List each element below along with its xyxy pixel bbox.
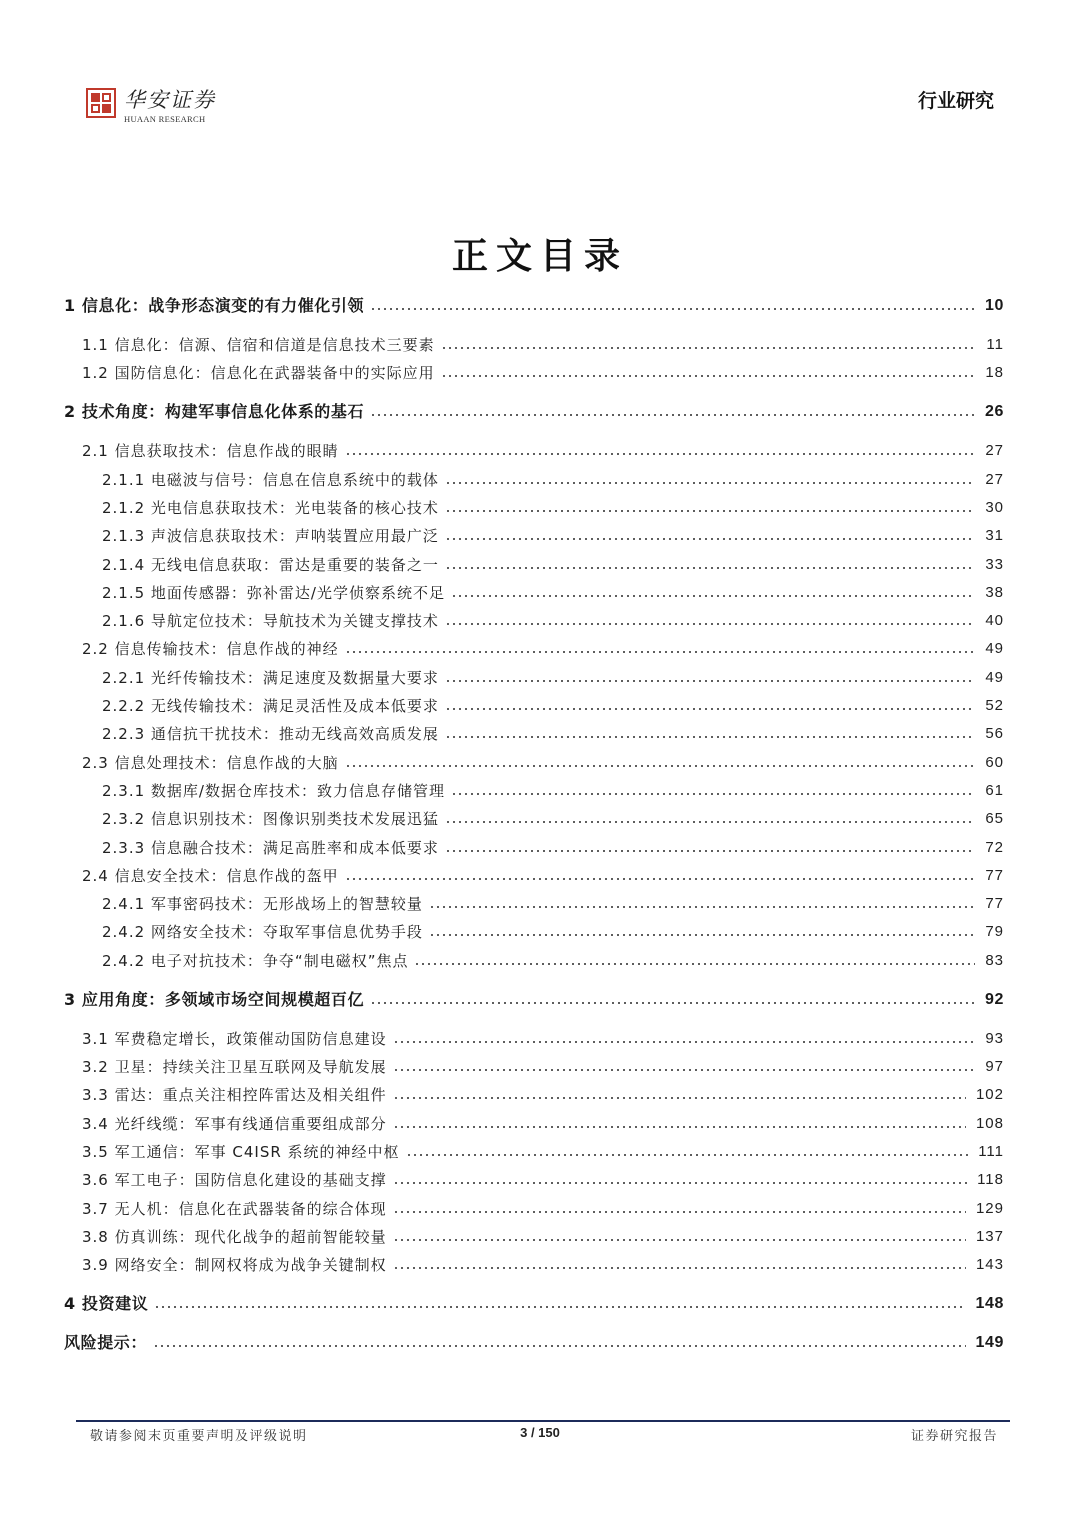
- toc-entry-title: 2.1.5 地面传感器：弥补雷达/光学侦察系统不足: [102, 583, 445, 602]
- toc-entry[interactable]: [64, 1052, 1004, 1082]
- toc-entry-page: 11: [986, 336, 1004, 353]
- toc-entry-title: 2.3 信息处理技术：信息作战的大脑: [82, 753, 339, 772]
- toc-entry-page: 108: [975, 1114, 1004, 1132]
- toc-entry-title: 2.2 信息传输技术：信息作战的神经: [82, 640, 339, 659]
- toc-entry[interactable]: [64, 493, 1004, 523]
- toc-entry-page: 49: [985, 640, 1004, 658]
- brand-name: [124, 88, 216, 124]
- toc-entry-page: 49: [985, 668, 1004, 686]
- toc-dot-leader: [154, 1306, 965, 1308]
- toc-entry-title: 2.1 信息获取技术：信息作战的眼睛: [82, 442, 339, 461]
- toc-entry-title: 2.2.3 通信抗干扰技术：推动无线高效高质发展: [102, 725, 439, 744]
- toc-dot-leader: [445, 538, 975, 540]
- toc-entry-title: 2.3.3 信息融合技术：满足高胜率和成本低要求: [102, 838, 439, 857]
- toc-entry-page: 92: [985, 990, 1004, 1008]
- toc-entry-title: 3.5 军工通信：军事 C4ISR 系统的神经中枢: [82, 1142, 400, 1161]
- toc-entry-page: 111: [978, 1142, 1004, 1160]
- toc-dot-leader: [441, 347, 977, 349]
- toc-dot-leader: [445, 680, 975, 682]
- toc-dot-leader: [451, 793, 975, 795]
- toc-entry-page: 129: [975, 1199, 1004, 1217]
- toc-entry[interactable]: [64, 1109, 1004, 1139]
- toc-entry-title: 2.4.2 电子对抗技术：争夺“制电磁权”焦点: [102, 951, 409, 970]
- toc-dot-leader: [345, 453, 976, 455]
- toc-dot-leader: [393, 1211, 966, 1213]
- brand-name-en: HUAAN RESEARCH: [124, 114, 206, 124]
- toc-entry[interactable]: [64, 550, 1004, 580]
- toc-entry-page: 65: [985, 810, 1004, 828]
- toc-dot-leader: [451, 595, 975, 597]
- toc-entry-page: 77: [985, 895, 1004, 913]
- toc-entry-page: 61: [985, 781, 1004, 799]
- toc-entry-title: 3.3 雷达：重点关注相控阵雷达及相关组件: [82, 1086, 387, 1105]
- toc-entry[interactable]: [64, 1165, 1004, 1195]
- logo-seal-icon: [86, 88, 116, 118]
- toc-dot-leader: [445, 567, 975, 569]
- toc-entry[interactable]: [64, 1250, 1004, 1280]
- brand-name-cn: 华安证券: [124, 88, 216, 112]
- toc-entry-title: 2.1.3 声波信息获取技术：声呐装置应用最广泛: [102, 527, 439, 546]
- toc-entry-page: 137: [975, 1227, 1004, 1245]
- toc-entry-title: 2.1.2 光电信息获取技术：光电装备的核心技术: [102, 498, 439, 517]
- toc-entry-page: 102: [975, 1086, 1004, 1104]
- toc-entry[interactable]: [64, 985, 1004, 1015]
- toc-entry-page: 26: [985, 403, 1004, 421]
- toc-entry[interactable]: [64, 861, 1004, 891]
- toc-entry-title: 风险提示：: [64, 1333, 148, 1353]
- page-title: 正文目录: [451, 235, 628, 277]
- toc-dot-leader: [393, 1069, 976, 1071]
- toc-dot-leader: [370, 308, 975, 310]
- toc-entry[interactable]: [64, 1194, 1004, 1224]
- toc-entry-page: 38: [985, 583, 1004, 601]
- toc-entry-page: 118: [977, 1171, 1004, 1189]
- toc-dot-leader: [345, 878, 976, 880]
- toc-entry-title: 3.7 无人机：信息化在武器装备的综合体现: [82, 1199, 387, 1218]
- toc-entry-title: 2.4 信息安全技术：信息作战的盔甲: [82, 866, 339, 885]
- toc-dot-leader: [406, 1154, 969, 1156]
- toc-entry[interactable]: [64, 578, 1004, 608]
- toc-entry-page: 18: [985, 364, 1004, 382]
- toc-dot-leader: [393, 1041, 976, 1043]
- toc-entry[interactable]: [64, 634, 1004, 664]
- toc-dot-leader: [393, 1126, 966, 1128]
- toc-dot-leader: [393, 1239, 966, 1241]
- toc-entry-title: 3.2 卫星：持续关注卫星互联网及导航发展: [82, 1058, 387, 1076]
- toc-entry-page: 10: [985, 297, 1004, 314]
- toc-dot-leader: [441, 375, 976, 377]
- toc-entry[interactable]: [64, 436, 1004, 466]
- toc-entry-page: 60: [985, 753, 1004, 771]
- toc-entry-title: 2.4.1 军事密码技术：无形战场上的智慧较量: [102, 895, 423, 914]
- toc-dot-leader: [445, 623, 975, 625]
- toc-entry-page: 149: [975, 1334, 1004, 1352]
- toc-dot-leader: [445, 708, 975, 710]
- toc-entry-title: 3.8 仿真训练：现代化战争的超前智能较量: [82, 1227, 387, 1246]
- toc-dot-leader: [345, 651, 976, 653]
- toc-entry-page: 83: [985, 951, 1004, 969]
- toc-entry[interactable]: [64, 397, 1004, 427]
- toc-entry[interactable]: [64, 917, 1004, 947]
- toc-entry-page: 72: [985, 838, 1004, 856]
- toc-entry[interactable]: [64, 606, 1004, 636]
- report-category: 行业研究: [917, 90, 994, 112]
- toc-entry[interactable]: [64, 1289, 1004, 1319]
- toc-entry[interactable]: [64, 358, 1004, 388]
- toc-entry-page: 77: [985, 866, 1004, 884]
- toc-entry-title: 2.1.6 导航定位技术：导航技术为关键支撑技术: [102, 612, 439, 631]
- toc-dot-leader: [414, 963, 975, 965]
- toc-entry-title: 3 应用角度：多领域市场空间规模超百亿: [64, 989, 365, 1009]
- toc-entry[interactable]: [64, 465, 1004, 495]
- toc-entry[interactable]: [64, 946, 1004, 976]
- toc-dot-leader: [429, 934, 975, 936]
- footer-disclaimer: 敬请参阅末页重要声明及评级说明: [90, 1429, 308, 1444]
- toc-entry-page: 79: [985, 923, 1004, 941]
- toc-entry[interactable]: [64, 1222, 1004, 1252]
- toc-entry[interactable]: [64, 719, 1004, 749]
- toc-entry-title: 2.4.2 网络安全技术：夺取军事信息优势手段: [102, 923, 423, 942]
- toc-entry-title: 3.4 光纤线缆：军事有线通信重要组成部分: [82, 1114, 387, 1133]
- toc-entry[interactable]: [64, 330, 1004, 360]
- toc-entry-title: 1 信息化：战争形态演变的有力催化引领: [64, 296, 365, 315]
- toc-dot-leader: [393, 1182, 967, 1184]
- toc-dot-leader: [445, 850, 975, 852]
- toc-entry-page: 31: [985, 527, 1004, 545]
- toc-entry-page: 40: [985, 612, 1004, 630]
- toc-entry[interactable]: [64, 776, 1004, 806]
- toc-entry-title: 2.1.4 无线电信息获取：雷达是重要的装备之一: [102, 555, 439, 574]
- toc-entry-title: 2 技术角度：构建军事信息化体系的基石: [64, 402, 365, 422]
- toc-entry-page: 97: [985, 1058, 1004, 1075]
- toc-entry[interactable]: [64, 1137, 1004, 1167]
- footer-divider: [76, 1420, 1010, 1422]
- toc-entry-title: 3.9 网络安全：制网权将成为战争关键制权: [82, 1256, 387, 1275]
- toc-entry[interactable]: [64, 1080, 1004, 1110]
- toc-entry-title: 3.6 军工电子：国防信息化建设的基础支撑: [82, 1171, 387, 1190]
- toc-entry-title: 2.3.1 数据库/数据仓库技术：致力信息存储管理: [102, 781, 445, 800]
- toc-entry[interactable]: [64, 291, 1004, 321]
- toc-entry-title: 1.2 国防信息化：信息化在武器装备中的实际应用: [82, 364, 435, 383]
- toc-dot-leader: [345, 765, 976, 767]
- toc-dot-leader: [445, 510, 975, 512]
- toc-entry-page: 27: [985, 442, 1004, 460]
- toc-entry-title: 2.2.2 无线传输技术：满足灵活性及成本低要求: [102, 697, 439, 715]
- toc-entry-page: 30: [985, 498, 1004, 516]
- toc-dot-leader: [370, 1002, 975, 1004]
- company-logo: [86, 88, 216, 124]
- toc-entry-page: 56: [985, 725, 1004, 743]
- toc-entry-title: 2.3.2 信息识别技术：图像识别类技术发展迅猛: [102, 810, 439, 829]
- toc-dot-leader: [445, 736, 975, 738]
- toc-dot-leader: [445, 482, 975, 484]
- toc-entry[interactable]: [64, 833, 1004, 863]
- toc-dot-leader: [393, 1097, 966, 1099]
- toc-entry[interactable]: [64, 1024, 1004, 1054]
- toc-entry-page: 143: [975, 1256, 1004, 1274]
- footer-report-type: 证券研究报告: [910, 1429, 998, 1444]
- toc-entry-page: 93: [985, 1029, 1004, 1047]
- toc-dot-leader: [153, 1345, 965, 1347]
- toc-entry[interactable]: [64, 521, 1004, 551]
- toc-entry-page: 33: [985, 555, 1004, 573]
- toc-entry-title: 3.1 军费稳定增长，政策催动国防信息建设: [82, 1029, 387, 1048]
- toc-entry-title: 4 投资建议: [64, 1294, 149, 1314]
- toc-dot-leader: [370, 414, 975, 416]
- toc-entry-title: 1.1 信息化：信源、信宿和信道是信息技术三要素: [82, 336, 435, 354]
- toc-entry-title: 2.1.1 电磁波与信号：信息在信息系统中的载体: [102, 470, 439, 489]
- toc-entry-page: 52: [985, 697, 1004, 714]
- toc-entry[interactable]: [64, 804, 1004, 834]
- toc-entry-title: 2.2.1 光纤传输技术：满足速度及数据量大要求: [102, 668, 439, 687]
- toc-entry[interactable]: [64, 889, 1004, 919]
- toc-entry[interactable]: [64, 663, 1004, 693]
- toc-dot-leader: [429, 906, 975, 908]
- toc-entry-page: 27: [985, 470, 1004, 488]
- page-number: 3 / 150: [520, 1425, 560, 1440]
- toc-dot-leader: [393, 1267, 966, 1269]
- toc-dot-leader: [445, 821, 975, 823]
- toc-entry[interactable]: [64, 691, 1004, 721]
- toc-entry[interactable]: [64, 748, 1004, 778]
- toc-entry[interactable]: [64, 1328, 1004, 1358]
- toc-entry-page: 148: [975, 1295, 1004, 1313]
